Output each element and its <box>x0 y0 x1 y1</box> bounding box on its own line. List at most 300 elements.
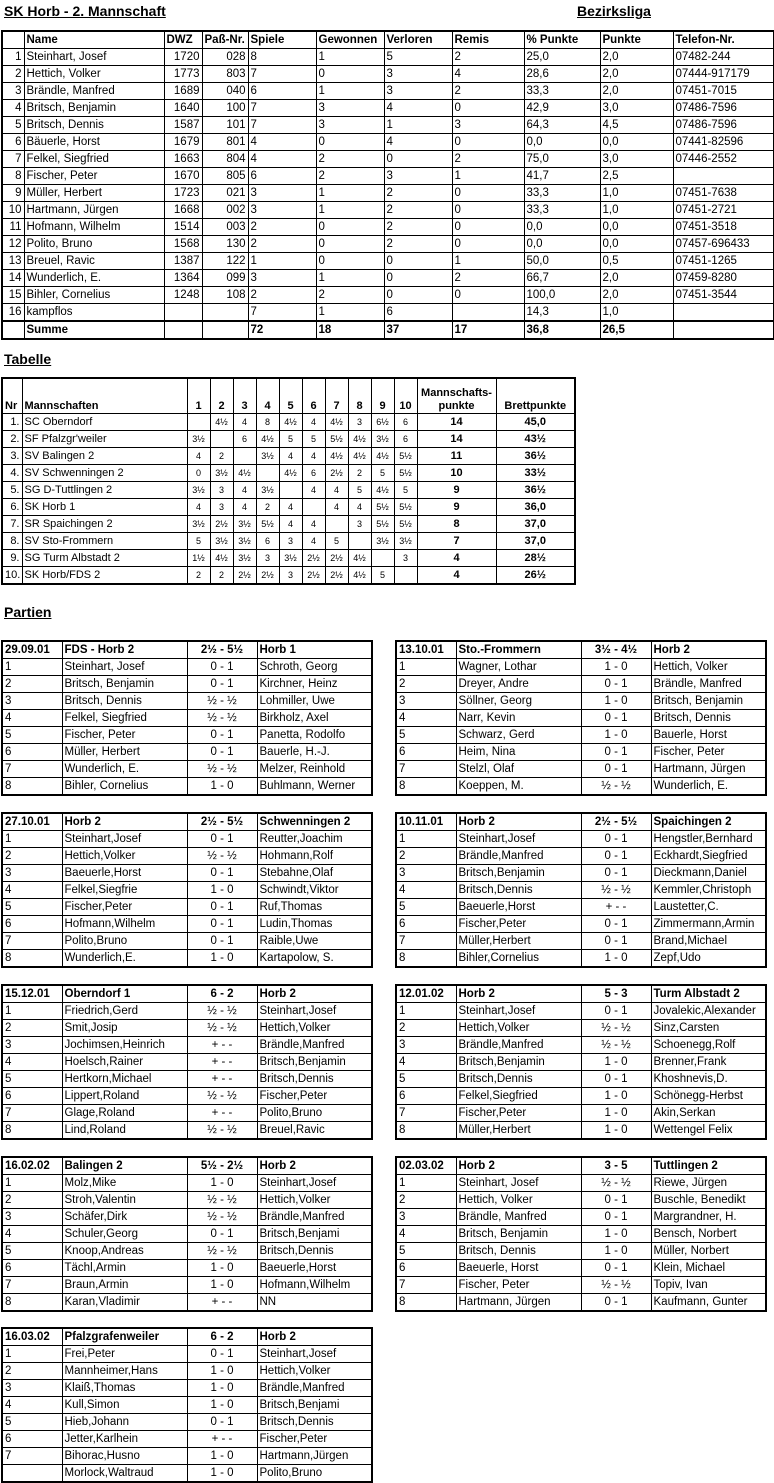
home-player: Hettich,Volker <box>456 1020 581 1037</box>
board-number: 4 <box>396 1226 456 1243</box>
table-cell: 33,3 <box>524 185 600 202</box>
board-row <box>2 1397 372 1414</box>
board-result: 0 - 1 <box>187 1346 257 1363</box>
board-number: 3 <box>396 1209 456 1226</box>
board-result: 1 - 0 <box>581 727 651 744</box>
board-number: 3 <box>396 865 456 882</box>
board-number: 5 <box>2 1414 62 1431</box>
table-cell: 6 <box>248 83 316 100</box>
table-cell: 64,3 <box>524 117 600 134</box>
table-cell: 1 <box>316 304 384 322</box>
game-table <box>395 984 767 1140</box>
table-cell: 0 <box>452 100 524 117</box>
table-cell: 16 <box>2 304 24 322</box>
table-cell: 5 <box>384 49 452 66</box>
standings-cell <box>256 465 279 482</box>
column-header: Verloren <box>384 31 452 49</box>
sum-cell: 18 <box>316 321 384 339</box>
table-cell: 0 <box>452 202 524 219</box>
game-table <box>395 812 767 968</box>
standings-cell <box>279 482 302 499</box>
away-player: Hettich,Volker <box>257 1192 372 1209</box>
game-home-team: FDS - Horb 2 <box>62 641 187 659</box>
table-cell: 1 <box>316 83 384 100</box>
board-number: 8 <box>2 1122 62 1140</box>
away-player: Klein, Michael <box>651 1260 766 1277</box>
board-number: 1 <box>2 1175 62 1192</box>
standings-row <box>2 550 575 567</box>
standings-cell: 45,0 <box>496 414 575 431</box>
table-cell: 1587 <box>164 117 202 134</box>
away-player: Raible,Uwe <box>257 933 372 950</box>
table-cell: 10 <box>2 202 24 219</box>
home-player: Lind,Roland <box>62 1122 187 1140</box>
standings-cell: 4½ <box>348 448 371 465</box>
standings-cell: 1. <box>2 414 22 431</box>
home-player: Britsch,Benjamin <box>456 865 581 882</box>
board-result: + - - <box>187 1105 257 1122</box>
standings-cell: 6 <box>394 431 417 448</box>
table-cell: 7 <box>248 117 316 134</box>
standings-cell: 2½ <box>210 516 233 533</box>
away-player: Margrandner, H. <box>651 1209 766 1226</box>
standings-cell: 3 <box>279 567 302 585</box>
board-row <box>2 727 372 744</box>
league-name: Bezirksliga <box>577 3 651 19</box>
table-cell: 07482-244 <box>673 49 774 66</box>
game-away-team: Tuttlingen 2 <box>651 1157 766 1175</box>
table-cell: 2 <box>452 49 524 66</box>
board-number: 7 <box>2 1105 62 1122</box>
standings-cell: 3½ <box>233 550 256 567</box>
standings-cell: 4½ <box>325 448 348 465</box>
home-player: Fischer,Peter <box>456 916 581 933</box>
standings-cell: 3½ <box>371 431 394 448</box>
standings-row <box>2 465 575 482</box>
table-cell: 8 <box>248 49 316 66</box>
board-number: 3 <box>2 865 62 882</box>
board-number: 5 <box>396 899 456 916</box>
board-result: ½ - ½ <box>187 1209 257 1226</box>
table-cell: 1514 <box>164 219 202 236</box>
standings-cell: 6 <box>302 465 325 482</box>
table-cell: 4 <box>248 151 316 168</box>
standings-cell: 5. <box>2 482 22 499</box>
board-result: + - - <box>581 899 651 916</box>
standings-cell: 5 <box>325 533 348 550</box>
away-player: Britsch,Benjami <box>257 1397 372 1414</box>
board-row <box>2 1226 372 1243</box>
home-player: Hettich, Volker <box>456 1192 581 1209</box>
away-player: Steinhart,Josef <box>257 1175 372 1192</box>
away-player: Zepf,Udo <box>651 950 766 968</box>
table-cell: 0 <box>452 287 524 304</box>
board-result: 0 - 1 <box>581 1294 651 1312</box>
game-score: 2½ - 5½ <box>187 813 257 831</box>
table-cell <box>202 304 248 322</box>
board-row <box>2 693 372 710</box>
board-number: 1 <box>2 831 62 848</box>
game-home-team: Horb 2 <box>456 813 581 831</box>
game-score: 3 - 5 <box>581 1157 651 1175</box>
table-cell: 7 <box>2 151 24 168</box>
away-player: Hettich, Volker <box>651 659 766 676</box>
away-player: Britsch,Dennis <box>257 1243 372 1260</box>
game-home-team: Horb 2 <box>62 813 187 831</box>
standings-cell: 4 <box>302 448 325 465</box>
board-result: 1 - 0 <box>581 659 651 676</box>
board-result: 0 - 1 <box>581 744 651 761</box>
board-row <box>2 899 372 916</box>
game-date: 16.02.02 <box>2 1157 62 1175</box>
standings-cell: 4 <box>187 499 210 516</box>
standings-cell: 4½ <box>279 465 302 482</box>
board-number: 5 <box>2 1243 62 1260</box>
standings-cell: 3. <box>2 448 22 465</box>
board-row <box>396 676 766 693</box>
board-result: ½ - ½ <box>187 1122 257 1140</box>
board-number: 7 <box>396 1277 456 1294</box>
game-score: 6 - 2 <box>187 1328 257 1346</box>
standings-cell: 4½ <box>371 482 394 499</box>
table-cell: 50,0 <box>524 253 600 270</box>
away-player: Fischer, Peter <box>651 744 766 761</box>
board-number: 3 <box>2 1037 62 1054</box>
board-result: + - - <box>187 1037 257 1054</box>
board-result: 1 - 0 <box>581 1226 651 1243</box>
table-cell: 2 <box>384 236 452 253</box>
game-away-team: Horb 1 <box>257 641 372 659</box>
board-number: 6 <box>2 744 62 761</box>
away-player: Hengstler,Bernhard <box>651 831 766 848</box>
standings-cell: 11 <box>417 448 496 465</box>
table-cell: 028 <box>202 49 248 66</box>
table-cell: Brändle, Manfred <box>24 83 164 100</box>
board-result: 0 - 1 <box>581 1071 651 1088</box>
away-player: Hettich,Volker <box>257 1363 372 1380</box>
board-result: ½ - ½ <box>187 710 257 727</box>
standings-cell: 2½ <box>325 465 348 482</box>
board-row <box>396 710 766 727</box>
board-row <box>2 831 372 848</box>
game-table <box>395 640 767 796</box>
column-header: 4 <box>256 378 279 414</box>
board-number: 8 <box>2 1294 62 1312</box>
table-cell: 28,6 <box>524 66 600 83</box>
away-player: Schoenegg,Rolf <box>651 1037 766 1054</box>
standings-cell: 0 <box>187 465 210 482</box>
table-cell: 040 <box>202 83 248 100</box>
standings-cell: 5 <box>187 533 210 550</box>
board-row <box>396 1226 766 1243</box>
away-player: Steinhart,Josef <box>257 1346 372 1363</box>
sum-cell: 72 <box>248 321 316 339</box>
away-player: Breuel,Ravic <box>257 1122 372 1140</box>
board-number: 2 <box>2 1192 62 1209</box>
table-cell: 2 <box>384 185 452 202</box>
table-cell: 07441-82596 <box>673 134 774 151</box>
board-number: 8 <box>396 1122 456 1140</box>
standings-cell: 3½ <box>371 533 394 550</box>
board-number: 2 <box>396 676 456 693</box>
table-cell: 099 <box>202 270 248 287</box>
away-player: Eckhardt,Siegfried <box>651 848 766 865</box>
home-player: Wunderlich,E. <box>62 950 187 968</box>
table-cell: Hofmann, Wilhelm <box>24 219 164 236</box>
board-row <box>2 1465 372 1483</box>
game-table <box>1 640 373 796</box>
standings-cell <box>233 448 256 465</box>
home-player: Fischer, Peter <box>456 1277 581 1294</box>
away-player: Sinz,Carsten <box>651 1020 766 1037</box>
standings-cell: 3½ <box>256 482 279 499</box>
table-cell: 1668 <box>164 202 202 219</box>
table-cell: Polito, Bruno <box>24 236 164 253</box>
table-cell: 0,0 <box>600 134 673 151</box>
table-cell: 804 <box>202 151 248 168</box>
board-row <box>2 865 372 882</box>
home-player: Kull,Simon <box>62 1397 187 1414</box>
table-row <box>2 236 774 253</box>
table-cell: 3 <box>248 185 316 202</box>
page-title: SK Horb - 2. Mannschaft <box>4 3 166 19</box>
board-result: 0 - 1 <box>187 676 257 693</box>
board-number: 1 <box>396 831 456 848</box>
board-result: ½ - ½ <box>187 1243 257 1260</box>
home-player: Stroh,Valentin <box>62 1192 187 1209</box>
table-cell: 1 <box>316 49 384 66</box>
board-number: 7 <box>396 1105 456 1122</box>
column-header: 3 <box>233 378 256 414</box>
table-cell <box>673 304 774 322</box>
table-cell: 3 <box>316 100 384 117</box>
board-result: 1 - 0 <box>187 1448 257 1465</box>
table-cell: 2 <box>248 236 316 253</box>
away-player: Brändle, Manfred <box>651 676 766 693</box>
board-result: ½ - ½ <box>187 1020 257 1037</box>
home-player: Hettich,Volker <box>62 848 187 865</box>
board-result: ½ - ½ <box>187 1192 257 1209</box>
table-cell: 3 <box>248 202 316 219</box>
away-player: Riewe, Jürgen <box>651 1175 766 1192</box>
standings-cell: SG Turm Albstadt 2 <box>22 550 187 567</box>
away-player: Ruf,Thomas <box>257 899 372 916</box>
table-row <box>2 117 774 134</box>
standings-cell: 4 <box>233 499 256 516</box>
board-row <box>396 933 766 950</box>
board-row <box>396 831 766 848</box>
away-player: Bauerle, H.-J. <box>257 744 372 761</box>
board-result: + - - <box>187 1431 257 1448</box>
home-player: Bihorac,Husno <box>62 1448 187 1465</box>
board-result: 0 - 1 <box>581 761 651 778</box>
standings-cell: 2 <box>348 465 371 482</box>
home-player: Steinhart,Josef <box>456 831 581 848</box>
away-player: Wunderlich, E. <box>651 778 766 796</box>
standings-cell: 6. <box>2 499 22 516</box>
table-cell: 2 <box>2 66 24 83</box>
board-result: 0 - 1 <box>581 1003 651 1020</box>
away-player: Steinhart,Josef <box>257 1003 372 1020</box>
table-cell: 1640 <box>164 100 202 117</box>
board-number: 4 <box>2 1397 62 1414</box>
table-cell: 42,9 <box>524 100 600 117</box>
away-player: Hartmann, Jürgen <box>651 761 766 778</box>
table-cell: 805 <box>202 168 248 185</box>
table-cell: 07459-8280 <box>673 270 774 287</box>
home-player: Glage,Roland <box>62 1105 187 1122</box>
standings-cell: 36,0 <box>496 499 575 516</box>
table-cell: kampflos <box>24 304 164 322</box>
table-cell: 6 <box>2 134 24 151</box>
standings-cell: 5½ <box>394 499 417 516</box>
table-cell: 2 <box>316 151 384 168</box>
home-player: Müller, Herbert <box>62 744 187 761</box>
board-result: 0 - 1 <box>187 831 257 848</box>
board-result: 1 - 0 <box>581 1243 651 1260</box>
standings-cell: 3½ <box>187 516 210 533</box>
standings-cell: 37,0 <box>496 533 575 550</box>
table-cell: 0 <box>384 151 452 168</box>
board-result: 1 - 0 <box>187 1277 257 1294</box>
table-cell: 2 <box>452 151 524 168</box>
standings-cell <box>348 533 371 550</box>
table-cell: 2,0 <box>600 66 673 83</box>
table-cell: 1720 <box>164 49 202 66</box>
home-player: Lippert,Roland <box>62 1088 187 1105</box>
sum-cell <box>673 321 774 339</box>
table-cell: 9 <box>2 185 24 202</box>
game-header-row <box>396 985 766 1003</box>
board-number: 6 <box>2 1260 62 1277</box>
table-row <box>2 66 774 83</box>
standings-cell <box>325 516 348 533</box>
table-cell: 1 <box>316 202 384 219</box>
board-result: 0 - 1 <box>581 916 651 933</box>
table-cell: Hettich, Volker <box>24 66 164 83</box>
board-row <box>2 1277 372 1294</box>
table-cell: 07444-917179 <box>673 66 774 83</box>
standings-cell: 6 <box>394 414 417 431</box>
standings-cell: 43½ <box>496 431 575 448</box>
home-player: Söllner, Georg <box>456 693 581 710</box>
table-cell: 0 <box>452 236 524 253</box>
game-header-row <box>396 813 766 831</box>
home-player: Müller,Herbert <box>456 1122 581 1140</box>
home-player: Müller,Herbert <box>456 933 581 950</box>
standings-cell: 6 <box>233 431 256 448</box>
game-home-team: Horb 2 <box>456 985 581 1003</box>
board-number: 5 <box>2 727 62 744</box>
standings-cell: 3½ <box>233 516 256 533</box>
table-cell: 2 <box>452 270 524 287</box>
standings-cell <box>210 431 233 448</box>
standings-cell: 5½ <box>371 499 394 516</box>
standings-cell: 28½ <box>496 550 575 567</box>
board-row <box>2 1105 372 1122</box>
table-cell: 003 <box>202 219 248 236</box>
standings-cell: 36½ <box>496 448 575 465</box>
table-cell: 7 <box>248 66 316 83</box>
table-row <box>2 100 774 117</box>
standings-cell: 4 <box>187 448 210 465</box>
game-header-row <box>2 1328 372 1346</box>
game-home-team: Horb 2 <box>456 1157 581 1175</box>
table-cell: 2,0 <box>600 49 673 66</box>
board-row <box>396 1054 766 1071</box>
standings-cell: 2 <box>210 567 233 585</box>
standings-cell: 36½ <box>496 482 575 499</box>
table-cell: 6 <box>248 168 316 185</box>
home-player: Schäfer,Dirk <box>62 1209 187 1226</box>
board-row <box>396 1277 766 1294</box>
board-row <box>396 1003 766 1020</box>
table-cell: Bäuerle, Horst <box>24 134 164 151</box>
table-cell: Britsch, Dennis <box>24 117 164 134</box>
home-player: Britsch, Dennis <box>62 693 187 710</box>
table-cell: 07446-2552 <box>673 151 774 168</box>
standings-cell: 4 <box>302 516 325 533</box>
home-player: Dreyer, Andre <box>456 676 581 693</box>
column-header: Telefon-Nr. <box>673 31 774 49</box>
board-number: 4 <box>2 1054 62 1071</box>
standings-cell: 4½ <box>233 465 256 482</box>
column-header: 2 <box>210 378 233 414</box>
table-cell: 1679 <box>164 134 202 151</box>
standings-cell: 3 <box>210 482 233 499</box>
standings-cell: 4½ <box>210 550 233 567</box>
game-date: 29.09.01 <box>2 641 62 659</box>
standings-cell: 8 <box>256 414 279 431</box>
home-player: Hofmann,Wilhelm <box>62 916 187 933</box>
table-row <box>2 287 774 304</box>
table-cell: 3,0 <box>600 151 673 168</box>
board-result: 1 - 0 <box>581 950 651 968</box>
standings-cell <box>302 499 325 516</box>
sum-cell: Summe <box>24 321 164 339</box>
column-header: 7 <box>325 378 348 414</box>
board-result: 1 - 0 <box>187 1260 257 1277</box>
away-player: Hartmann,Jürgen <box>257 1448 372 1465</box>
board-result: ½ - ½ <box>581 1277 651 1294</box>
standings-cell: 5 <box>394 482 417 499</box>
table-cell: 1387 <box>164 253 202 270</box>
standings-cell: 7. <box>2 516 22 533</box>
home-player: Britsch,Dennis <box>456 882 581 899</box>
table-cell: 07451-1265 <box>673 253 774 270</box>
table-cell: 33,3 <box>524 202 600 219</box>
board-row <box>2 848 372 865</box>
away-player: Buschle, Benedikt <box>651 1192 766 1209</box>
board-number: 5 <box>396 1071 456 1088</box>
standings-cell: 2½ <box>233 567 256 585</box>
board-number: 7 <box>2 1277 62 1294</box>
game-date: 13.10.01 <box>396 641 456 659</box>
game-date: 16.03.02 <box>2 1328 62 1346</box>
board-row <box>2 1448 372 1465</box>
table-cell: 1 <box>316 185 384 202</box>
away-player: Lohmiller, Uwe <box>257 693 372 710</box>
standings-cell: 3½ <box>210 533 233 550</box>
board-row <box>2 1260 372 1277</box>
game-date: 10.11.01 <box>396 813 456 831</box>
board-number: 1 <box>2 1003 62 1020</box>
standings-row <box>2 448 575 465</box>
board-result: 0 - 1 <box>581 848 651 865</box>
standings-cell: 4 <box>348 499 371 516</box>
board-number: 4 <box>396 882 456 899</box>
standings-cell <box>371 550 394 567</box>
